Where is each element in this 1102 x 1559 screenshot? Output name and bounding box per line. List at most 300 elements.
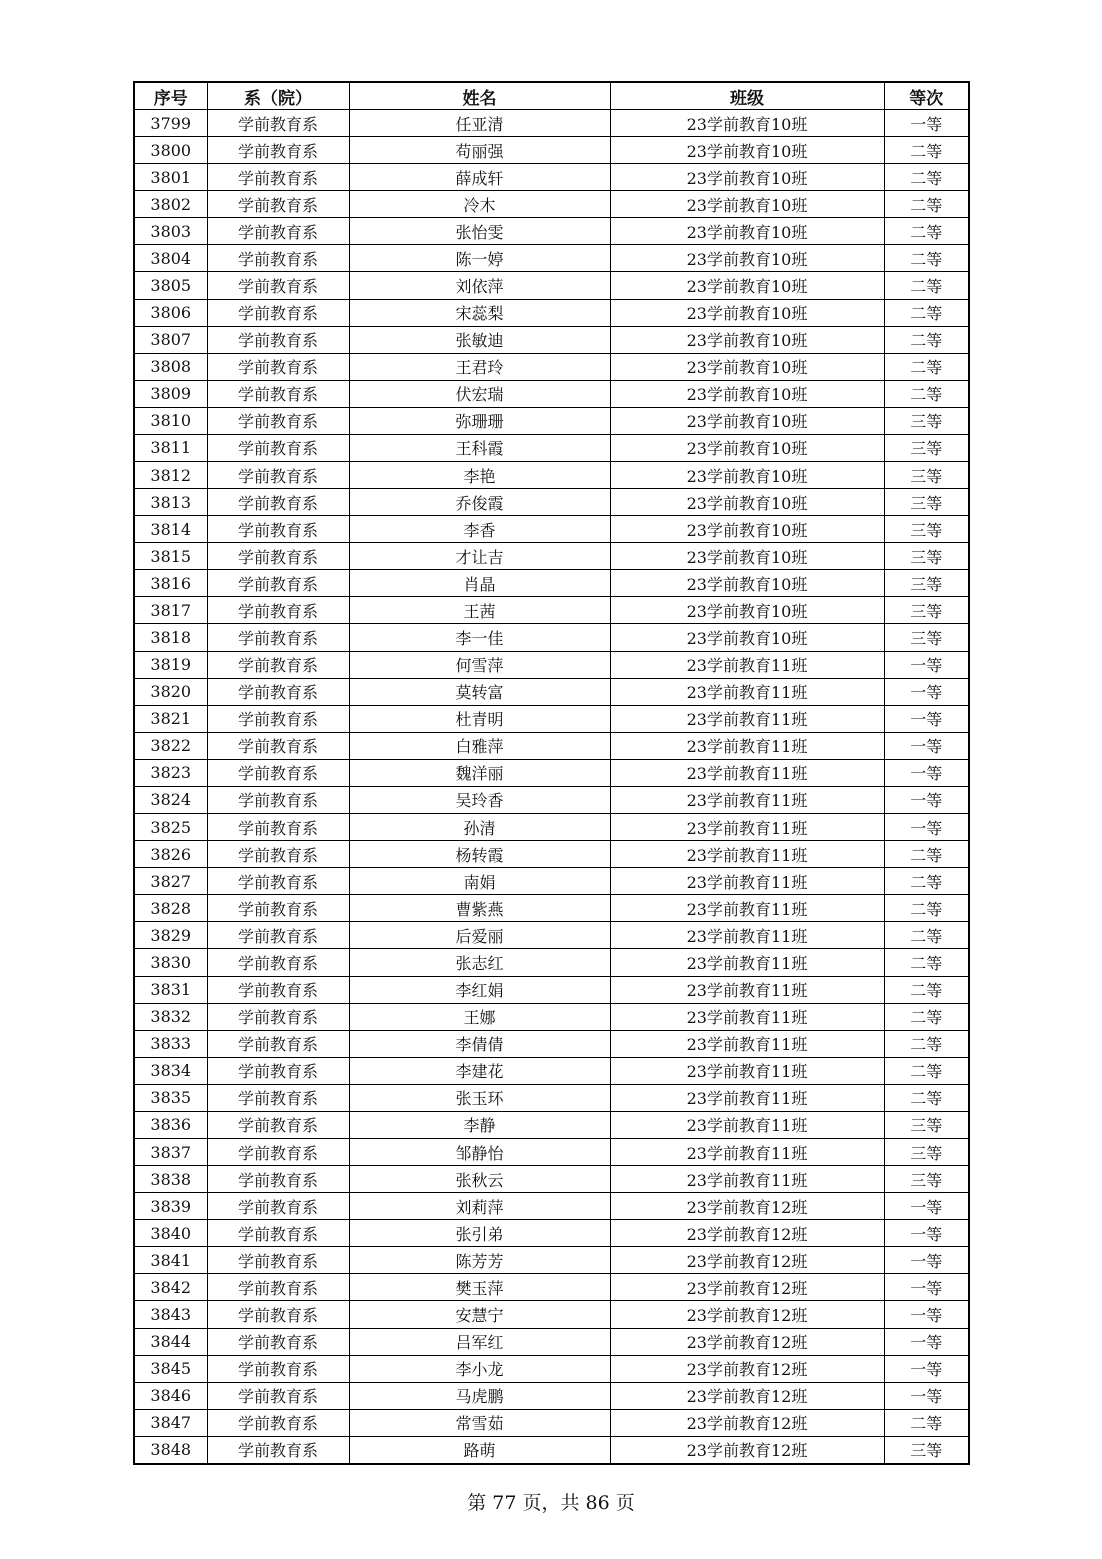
cell-class: 23学前教育10班	[610, 245, 884, 272]
cell-index: 3808	[134, 353, 207, 380]
cell-name: 张敏迪	[349, 326, 610, 353]
cell-department: 学前教育系	[207, 434, 349, 461]
cell-name: 吕军红	[349, 1328, 610, 1355]
table-row	[134, 1111, 969, 1138]
cell-grade: 二等	[884, 245, 969, 272]
table-row	[134, 922, 969, 949]
cell-class: 23学前教育10班	[610, 326, 884, 353]
cell-class: 23学前教育12班	[610, 1301, 884, 1328]
cell-index: 3801	[134, 164, 207, 191]
cell-index: 3837	[134, 1138, 207, 1165]
cell-department: 学前教育系	[207, 1436, 349, 1464]
cell-department: 学前教育系	[207, 1138, 349, 1165]
cell-class: 23学前教育10班	[610, 137, 884, 164]
cell-name: 杨转霞	[349, 841, 610, 868]
cell-name: 李香	[349, 516, 610, 543]
cell-class: 23学前教育11班	[610, 1057, 884, 1084]
cell-department: 学前教育系	[207, 489, 349, 516]
cell-grade: 二等	[884, 1003, 969, 1030]
table-row	[134, 1084, 969, 1111]
cell-grade: 二等	[884, 949, 969, 976]
table-row	[134, 1057, 969, 1084]
table-row	[134, 1382, 969, 1409]
cell-grade: 三等	[884, 407, 969, 434]
cell-index: 3821	[134, 705, 207, 732]
cell-grade: 二等	[884, 1057, 969, 1084]
table-body	[134, 110, 969, 1464]
cell-department: 学前教育系	[207, 1328, 349, 1355]
table-row	[134, 489, 969, 516]
cell-name: 陈芳芳	[349, 1247, 610, 1274]
cell-name: 李一佳	[349, 624, 610, 651]
cell-department: 学前教育系	[207, 1301, 349, 1328]
cell-name: 冷木	[349, 191, 610, 218]
cell-class: 23学前教育10班	[610, 380, 884, 407]
cell-department: 学前教育系	[207, 1382, 349, 1409]
table-row	[134, 1193, 969, 1220]
cell-index: 3826	[134, 841, 207, 868]
cell-name: 伏宏瑞	[349, 380, 610, 407]
cell-class: 23学前教育12班	[610, 1220, 884, 1247]
cell-index: 3835	[134, 1084, 207, 1111]
cell-grade: 三等	[884, 624, 969, 651]
cell-grade: 三等	[884, 516, 969, 543]
cell-index: 3799	[134, 110, 207, 137]
cell-name: 何雪萍	[349, 651, 610, 678]
cell-department: 学前教育系	[207, 1355, 349, 1382]
cell-name: 后爱丽	[349, 922, 610, 949]
cell-class: 23学前教育11班	[610, 1030, 884, 1057]
cell-class: 23学前教育11班	[610, 651, 884, 678]
cell-grade: 一等	[884, 678, 969, 705]
cell-department: 学前教育系	[207, 895, 349, 922]
cell-department: 学前教育系	[207, 597, 349, 624]
cell-department: 学前教育系	[207, 218, 349, 245]
cell-name: 吴玲香	[349, 786, 610, 813]
cell-index: 3822	[134, 732, 207, 759]
table-row	[134, 759, 969, 786]
cell-class: 23学前教育11班	[610, 949, 884, 976]
cell-department: 学前教育系	[207, 949, 349, 976]
cell-grade: 一等	[884, 651, 969, 678]
table-row	[134, 191, 969, 218]
cell-class: 23学前教育10班	[610, 272, 884, 299]
cell-department: 学前教育系	[207, 272, 349, 299]
cell-grade: 三等	[884, 434, 969, 461]
cell-class: 23学前教育10班	[610, 434, 884, 461]
cell-index: 3846	[134, 1382, 207, 1409]
cell-index: 3824	[134, 786, 207, 813]
cell-name: 张引弟	[349, 1220, 610, 1247]
table-row	[134, 678, 969, 705]
table-row	[134, 1166, 969, 1193]
cell-department: 学前教育系	[207, 841, 349, 868]
cell-department: 学前教育系	[207, 137, 349, 164]
cell-class: 23学前教育10班	[610, 353, 884, 380]
cell-class: 23学前教育10班	[610, 407, 884, 434]
cell-name: 王娜	[349, 1003, 610, 1030]
award-list-table	[133, 81, 970, 1465]
cell-class: 23学前教育10班	[610, 110, 884, 137]
table-row	[134, 1220, 969, 1247]
cell-index: 3844	[134, 1328, 207, 1355]
cell-grade: 二等	[884, 191, 969, 218]
col-header-grade: 等次	[884, 82, 969, 110]
cell-name: 肖晶	[349, 570, 610, 597]
cell-name: 邹静怡	[349, 1138, 610, 1165]
table-row	[134, 705, 969, 732]
cell-name: 李倩倩	[349, 1030, 610, 1057]
cell-class: 23学前教育11班	[610, 976, 884, 1003]
cell-class: 23学前教育12班	[610, 1274, 884, 1301]
table-row	[134, 1409, 969, 1436]
cell-class: 23学前教育11班	[610, 922, 884, 949]
cell-department: 学前教育系	[207, 624, 349, 651]
cell-grade: 二等	[884, 922, 969, 949]
cell-name: 魏洋丽	[349, 759, 610, 786]
cell-grade: 一等	[884, 1220, 969, 1247]
cell-class: 23学前教育10班	[610, 624, 884, 651]
cell-name: 马虎鹏	[349, 1382, 610, 1409]
cell-department: 学前教育系	[207, 245, 349, 272]
cell-grade: 二等	[884, 841, 969, 868]
table-row	[134, 1274, 969, 1301]
cell-department: 学前教育系	[207, 1166, 349, 1193]
cell-department: 学前教育系	[207, 110, 349, 137]
table-row	[134, 434, 969, 461]
table-row	[134, 407, 969, 434]
col-header-name: 姓名	[349, 82, 610, 110]
cell-name: 张玉环	[349, 1084, 610, 1111]
cell-grade: 三等	[884, 489, 969, 516]
cell-class: 23学前教育11班	[610, 1084, 884, 1111]
cell-name: 刘莉萍	[349, 1193, 610, 1220]
cell-class: 23学前教育11班	[610, 705, 884, 732]
cell-department: 学前教育系	[207, 1193, 349, 1220]
cell-name: 曹紫燕	[349, 895, 610, 922]
cell-index: 3831	[134, 976, 207, 1003]
cell-name: 李建花	[349, 1057, 610, 1084]
table-row	[134, 651, 969, 678]
cell-index: 3842	[134, 1274, 207, 1301]
table-row	[134, 624, 969, 651]
cell-grade: 三等	[884, 1138, 969, 1165]
cell-name: 李艳	[349, 462, 610, 489]
cell-grade: 一等	[884, 1301, 969, 1328]
cell-class: 23学前教育11班	[610, 1138, 884, 1165]
cell-index: 3845	[134, 1355, 207, 1382]
table-row	[134, 1436, 969, 1464]
cell-grade: 一等	[884, 759, 969, 786]
cell-index: 3800	[134, 137, 207, 164]
cell-class: 23学前教育11班	[610, 841, 884, 868]
cell-grade: 一等	[884, 732, 969, 759]
cell-name: 张志红	[349, 949, 610, 976]
cell-department: 学前教育系	[207, 380, 349, 407]
cell-name: 刘依萍	[349, 272, 610, 299]
cell-grade: 二等	[884, 164, 969, 191]
cell-name: 樊玉萍	[349, 1274, 610, 1301]
table-row	[134, 516, 969, 543]
cell-department: 学前教育系	[207, 1274, 349, 1301]
cell-department: 学前教育系	[207, 1220, 349, 1247]
cell-department: 学前教育系	[207, 1111, 349, 1138]
cell-name: 南娟	[349, 868, 610, 895]
cell-grade: 三等	[884, 1111, 969, 1138]
cell-department: 学前教育系	[207, 407, 349, 434]
cell-grade: 二等	[884, 353, 969, 380]
cell-class: 23学前教育12班	[610, 1247, 884, 1274]
cell-grade: 二等	[884, 1030, 969, 1057]
table-row	[134, 976, 969, 1003]
cell-grade: 一等	[884, 1382, 969, 1409]
cell-name: 安慧宁	[349, 1301, 610, 1328]
cell-index: 3802	[134, 191, 207, 218]
cell-grade: 三等	[884, 462, 969, 489]
cell-index: 3828	[134, 895, 207, 922]
cell-index: 3848	[134, 1436, 207, 1464]
cell-class: 23学前教育12班	[610, 1355, 884, 1382]
table-header	[134, 82, 969, 110]
cell-index: 3805	[134, 272, 207, 299]
cell-name: 路萌	[349, 1436, 610, 1464]
cell-index: 3812	[134, 462, 207, 489]
table-row	[134, 110, 969, 137]
cell-name: 莫转富	[349, 678, 610, 705]
cell-department: 学前教育系	[207, 678, 349, 705]
cell-name: 任亚清	[349, 110, 610, 137]
cell-name: 王科霞	[349, 434, 610, 461]
cell-class: 23学前教育10班	[610, 218, 884, 245]
col-header-department: 系（院）	[207, 82, 349, 110]
cell-index: 3814	[134, 516, 207, 543]
cell-class: 23学前教育10班	[610, 299, 884, 326]
cell-grade: 二等	[884, 976, 969, 1003]
table-row	[134, 786, 969, 813]
table-row	[134, 1247, 969, 1274]
cell-class: 23学前教育12班	[610, 1328, 884, 1355]
cell-grade: 三等	[884, 1166, 969, 1193]
cell-grade: 三等	[884, 597, 969, 624]
table-row	[134, 299, 969, 326]
cell-class: 23学前教育11班	[610, 678, 884, 705]
cell-grade: 三等	[884, 570, 969, 597]
cell-department: 学前教育系	[207, 164, 349, 191]
cell-index: 3813	[134, 489, 207, 516]
cell-name: 李静	[349, 1111, 610, 1138]
cell-class: 23学前教育12班	[610, 1436, 884, 1464]
cell-department: 学前教育系	[207, 705, 349, 732]
cell-department: 学前教育系	[207, 1057, 349, 1084]
table-row	[134, 895, 969, 922]
cell-index: 3836	[134, 1111, 207, 1138]
cell-index: 3829	[134, 922, 207, 949]
cell-class: 23学前教育11班	[610, 868, 884, 895]
cell-name: 苟丽强	[349, 137, 610, 164]
cell-grade: 二等	[884, 380, 969, 407]
cell-class: 23学前教育10班	[610, 516, 884, 543]
cell-name: 王茜	[349, 597, 610, 624]
cell-name: 白雅萍	[349, 732, 610, 759]
cell-department: 学前教育系	[207, 1030, 349, 1057]
cell-index: 3843	[134, 1301, 207, 1328]
cell-department: 学前教育系	[207, 1003, 349, 1030]
cell-department: 学前教育系	[207, 570, 349, 597]
cell-name: 王君玲	[349, 353, 610, 380]
cell-class: 23学前教育11班	[610, 895, 884, 922]
cell-name: 弥珊珊	[349, 407, 610, 434]
cell-index: 3834	[134, 1057, 207, 1084]
cell-grade: 一等	[884, 1274, 969, 1301]
table-row	[134, 164, 969, 191]
cell-department: 学前教育系	[207, 516, 349, 543]
cell-class: 23学前教育10班	[610, 191, 884, 218]
cell-name: 杜青明	[349, 705, 610, 732]
cell-department: 学前教育系	[207, 759, 349, 786]
cell-name: 常雪茹	[349, 1409, 610, 1436]
cell-class: 23学前教育11班	[610, 759, 884, 786]
cell-grade: 三等	[884, 543, 969, 570]
cell-index: 3840	[134, 1220, 207, 1247]
cell-index: 3803	[134, 218, 207, 245]
cell-department: 学前教育系	[207, 1247, 349, 1274]
table-row	[134, 462, 969, 489]
cell-class: 23学前教育10班	[610, 489, 884, 516]
cell-class: 23学前教育12班	[610, 1193, 884, 1220]
table-row	[134, 597, 969, 624]
cell-name: 才让吉	[349, 543, 610, 570]
cell-class: 23学前教育10班	[610, 543, 884, 570]
table-row	[134, 137, 969, 164]
cell-index: 3838	[134, 1166, 207, 1193]
cell-name: 乔俊霞	[349, 489, 610, 516]
cell-department: 学前教育系	[207, 353, 349, 380]
cell-class: 23学前教育10班	[610, 597, 884, 624]
cell-department: 学前教育系	[207, 868, 349, 895]
table-row	[134, 949, 969, 976]
cell-name: 薛成轩	[349, 164, 610, 191]
cell-department: 学前教育系	[207, 191, 349, 218]
table-row	[134, 1138, 969, 1165]
cell-class: 23学前教育12班	[610, 1409, 884, 1436]
cell-grade: 二等	[884, 868, 969, 895]
table-row	[134, 868, 969, 895]
cell-class: 23学前教育11班	[610, 1111, 884, 1138]
cell-grade: 二等	[884, 1409, 969, 1436]
cell-index: 3816	[134, 570, 207, 597]
cell-index: 3819	[134, 651, 207, 678]
cell-index: 3839	[134, 1193, 207, 1220]
cell-index: 3825	[134, 814, 207, 841]
cell-class: 23学前教育12班	[610, 1382, 884, 1409]
cell-name: 宋蕊梨	[349, 299, 610, 326]
cell-grade: 一等	[884, 814, 969, 841]
cell-class: 23学前教育11班	[610, 1003, 884, 1030]
cell-index: 3818	[134, 624, 207, 651]
cell-grade: 一等	[884, 786, 969, 813]
cell-class: 23学前教育10班	[610, 462, 884, 489]
cell-department: 学前教育系	[207, 1084, 349, 1111]
cell-department: 学前教育系	[207, 814, 349, 841]
cell-grade: 二等	[884, 272, 969, 299]
header-row	[134, 82, 969, 110]
cell-grade: 一等	[884, 705, 969, 732]
table-row	[134, 1030, 969, 1057]
table-row	[134, 1328, 969, 1355]
cell-name: 张秋云	[349, 1166, 610, 1193]
cell-name: 孙清	[349, 814, 610, 841]
cell-grade: 一等	[884, 110, 969, 137]
cell-index: 3815	[134, 543, 207, 570]
cell-department: 学前教育系	[207, 326, 349, 353]
cell-index: 3806	[134, 299, 207, 326]
cell-name: 张怡雯	[349, 218, 610, 245]
cell-index: 3847	[134, 1409, 207, 1436]
table-row	[134, 1301, 969, 1328]
cell-index: 3809	[134, 380, 207, 407]
cell-class: 23学前教育11班	[610, 786, 884, 813]
cell-department: 学前教育系	[207, 543, 349, 570]
cell-grade: 二等	[884, 1084, 969, 1111]
col-header-class: 班级	[610, 82, 884, 110]
table-row	[134, 380, 969, 407]
table-row	[134, 570, 969, 597]
cell-index: 3810	[134, 407, 207, 434]
cell-name: 李红娟	[349, 976, 610, 1003]
cell-index: 3827	[134, 868, 207, 895]
cell-index: 3804	[134, 245, 207, 272]
cell-department: 学前教育系	[207, 922, 349, 949]
table-row	[134, 245, 969, 272]
cell-department: 学前教育系	[207, 462, 349, 489]
cell-grade: 一等	[884, 1193, 969, 1220]
cell-grade: 一等	[884, 1328, 969, 1355]
table-row	[134, 841, 969, 868]
table-row	[134, 814, 969, 841]
cell-class: 23学前教育11班	[610, 1166, 884, 1193]
cell-grade: 二等	[884, 326, 969, 353]
cell-department: 学前教育系	[207, 1409, 349, 1436]
cell-index: 3820	[134, 678, 207, 705]
table-row	[134, 218, 969, 245]
cell-department: 学前教育系	[207, 732, 349, 759]
cell-class: 23学前教育11班	[610, 732, 884, 759]
cell-name: 陈一婷	[349, 245, 610, 272]
cell-grade: 二等	[884, 299, 969, 326]
col-header-index: 序号	[134, 82, 207, 110]
cell-class: 23学前教育10班	[610, 164, 884, 191]
cell-index: 3833	[134, 1030, 207, 1057]
table-row	[134, 353, 969, 380]
cell-index: 3830	[134, 949, 207, 976]
cell-index: 3823	[134, 759, 207, 786]
cell-grade: 一等	[884, 1355, 969, 1382]
cell-class: 23学前教育11班	[610, 814, 884, 841]
cell-department: 学前教育系	[207, 786, 349, 813]
cell-index: 3807	[134, 326, 207, 353]
cell-department: 学前教育系	[207, 976, 349, 1003]
table-row	[134, 326, 969, 353]
cell-index: 3841	[134, 1247, 207, 1274]
cell-index: 3811	[134, 434, 207, 461]
cell-grade: 三等	[884, 1436, 969, 1464]
cell-grade: 一等	[884, 1247, 969, 1274]
table-row	[134, 272, 969, 299]
cell-department: 学前教育系	[207, 299, 349, 326]
cell-department: 学前教育系	[207, 651, 349, 678]
cell-index: 3832	[134, 1003, 207, 1030]
page-footer: 第 77 页，共 86 页	[467, 1492, 635, 1514]
